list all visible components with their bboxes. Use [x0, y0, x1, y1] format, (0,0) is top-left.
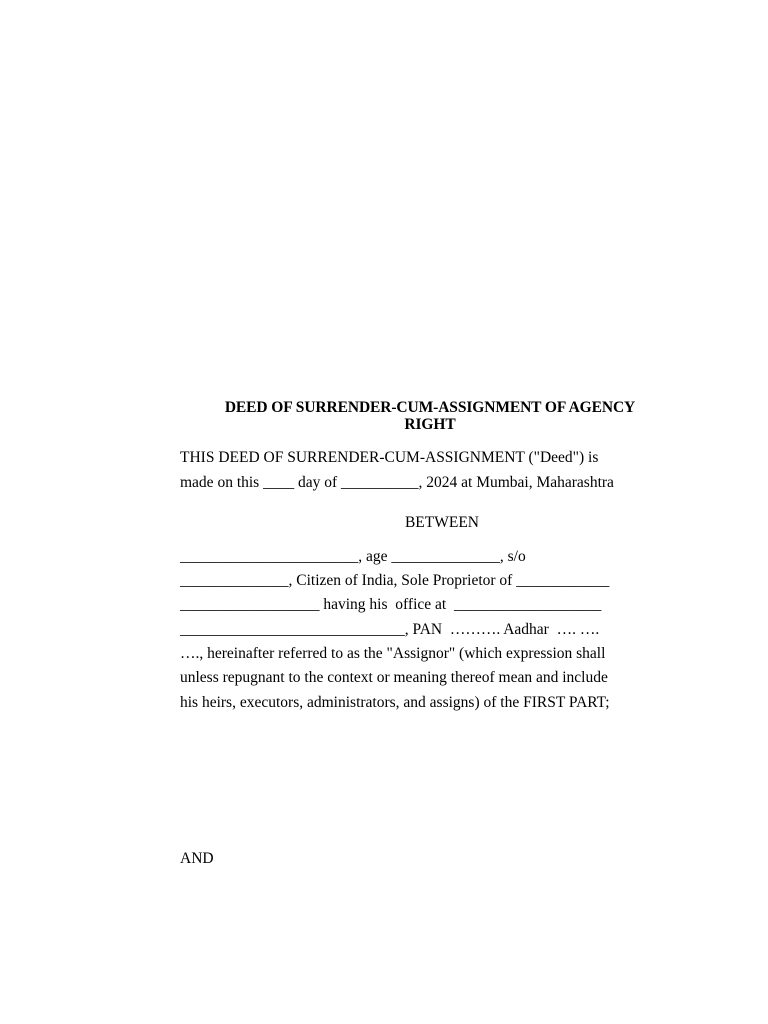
party-line-6: unless repugnant to the context or meaning thereof mean and include	[180, 669, 608, 686]
title-line-1: DEED OF SURRENDER-CUM-ASSIGNMENT OF AGENCY	[224, 399, 636, 416]
party-line-2: ______________, Citizen of India, Sole Proprietor of ____________	[180, 572, 610, 589]
and-separator: AND	[180, 850, 214, 867]
intro-line-2: made on this ____ day of __________, 2024 at Mumbai, Maharashtra	[180, 474, 614, 491]
between-heading: BETWEEN	[404, 514, 480, 531]
party-line-1: _______________________, age ______________, s/o	[180, 548, 526, 565]
party-line-4: _____________________________, PAN ………. Aadhar …. ….	[180, 621, 600, 638]
title-line-2: RIGHT	[404, 416, 456, 433]
party-line-3: __________________ having his office at ___________________	[180, 596, 602, 613]
party-line-7: his heirs, executors, administrators, and assigns) of the FIRST PART;	[180, 694, 610, 711]
party-line-5: …., hereinafter referred to as the "Assignor" (which expression shall	[180, 645, 606, 662]
intro-line-1: THIS DEED OF SURRENDER-CUM-ASSIGNMENT ("Deed") is	[180, 449, 599, 466]
document-title	[180, 399, 680, 433]
